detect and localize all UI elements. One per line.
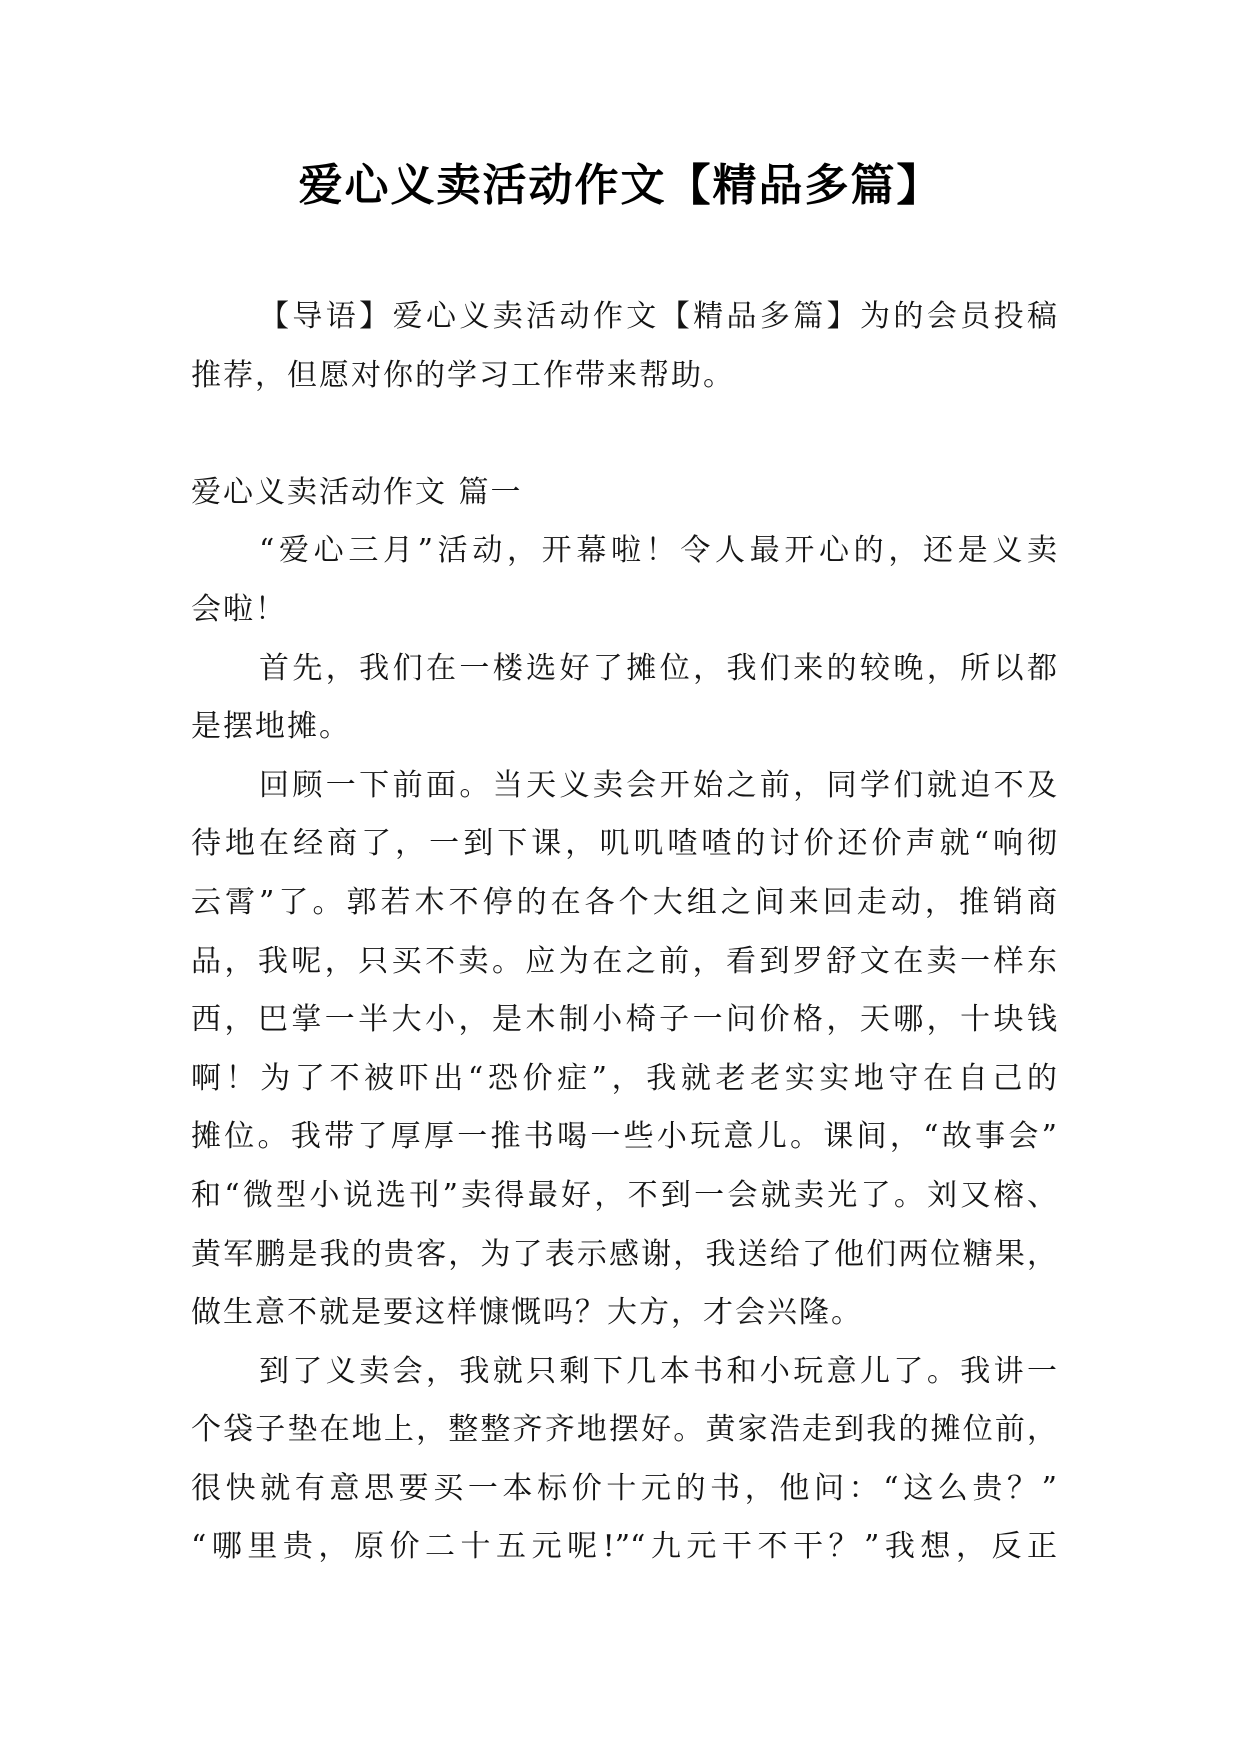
section-heading: 爱心义卖活动作文 篇一 (191, 474, 523, 510)
intro-paragraph (191, 288, 1057, 405)
paragraph (191, 522, 1057, 639)
paragraph-line: 【导语】爱心义卖活动作文【精品多篇】为的会员投稿 (259, 299, 1057, 334)
paragraph-line: “爱心三月”活动，开幕啦！令人最开心的，还是义卖 (259, 533, 1057, 569)
paragraph (191, 640, 1057, 757)
paragraph-line: 做生意不就是要这样慷慨吗？大方，才会兴隆。 (191, 1295, 863, 1331)
page-title: 爱心义卖活动作文【精品多篇】 (298, 160, 943, 211)
paragraph-line: 摊位。我带了厚厚一推书喝一些小玩意儿。课间，“故事会” (191, 1119, 1057, 1155)
paragraph-line: 回顾一下前面。当天义卖会开始之前，同学们就迫不及 (259, 767, 1057, 803)
paragraph (191, 1343, 1057, 1577)
blank-line (191, 405, 1057, 464)
paragraph-line: 首先，我们在一楼选好了摊位，我们来的较晚，所以都 (259, 650, 1057, 686)
paragraph-line: 到了义卖会，我就只剩下几本书和小玩意儿了。我讲一 (259, 1353, 1057, 1389)
paragraph-line: 推荐，但愿对你的学习工作带来帮助。 (191, 357, 735, 393)
paragraph-line: 是摆地摊。 (191, 709, 351, 745)
paragraph-line: 黄军鹏是我的贵客，为了表示感谢，我送给了他们两位糖果， (191, 1236, 1057, 1272)
paragraph-line: 个袋子垫在地上，整整齐齐地摆好。黄家浩走到我的摊位前， (191, 1412, 1057, 1448)
paragraph-line: 啊！为了不被吓出“恐价症”，我就老老实实地守在自己的 (191, 1060, 1057, 1096)
paragraph-line: “哪里贵，原价二十五元呢!”“九元干不干？”我想，反正 (191, 1529, 1057, 1565)
paragraph-line: 和“微型小说选刊”卖得最好，不到一会就卖光了。刘又榕、 (191, 1177, 1057, 1213)
paragraph-line: 西，巴掌一半大小，是木制小椅子一问价格，天哪，十块钱 (191, 1002, 1057, 1038)
paragraph-line: 会啦！ (191, 591, 287, 627)
paragraph-line: 云霄”了。郭若木不停的在各个大组之间来回走动，推销商 (191, 884, 1057, 920)
paragraph-line: 待地在经商了，一到下课，叽叽喳喳的讨价还价声就“响彻 (191, 826, 1057, 862)
paragraph (191, 757, 1057, 1343)
paragraph-line: 品，我呢，只买不卖。应为在之前，看到罗舒文在卖一样东 (191, 943, 1057, 979)
paragraph-line: 很快就有意思要买一本标价十元的书，他问：“这么贵？” (191, 1470, 1057, 1506)
document-body (191, 288, 1057, 1577)
